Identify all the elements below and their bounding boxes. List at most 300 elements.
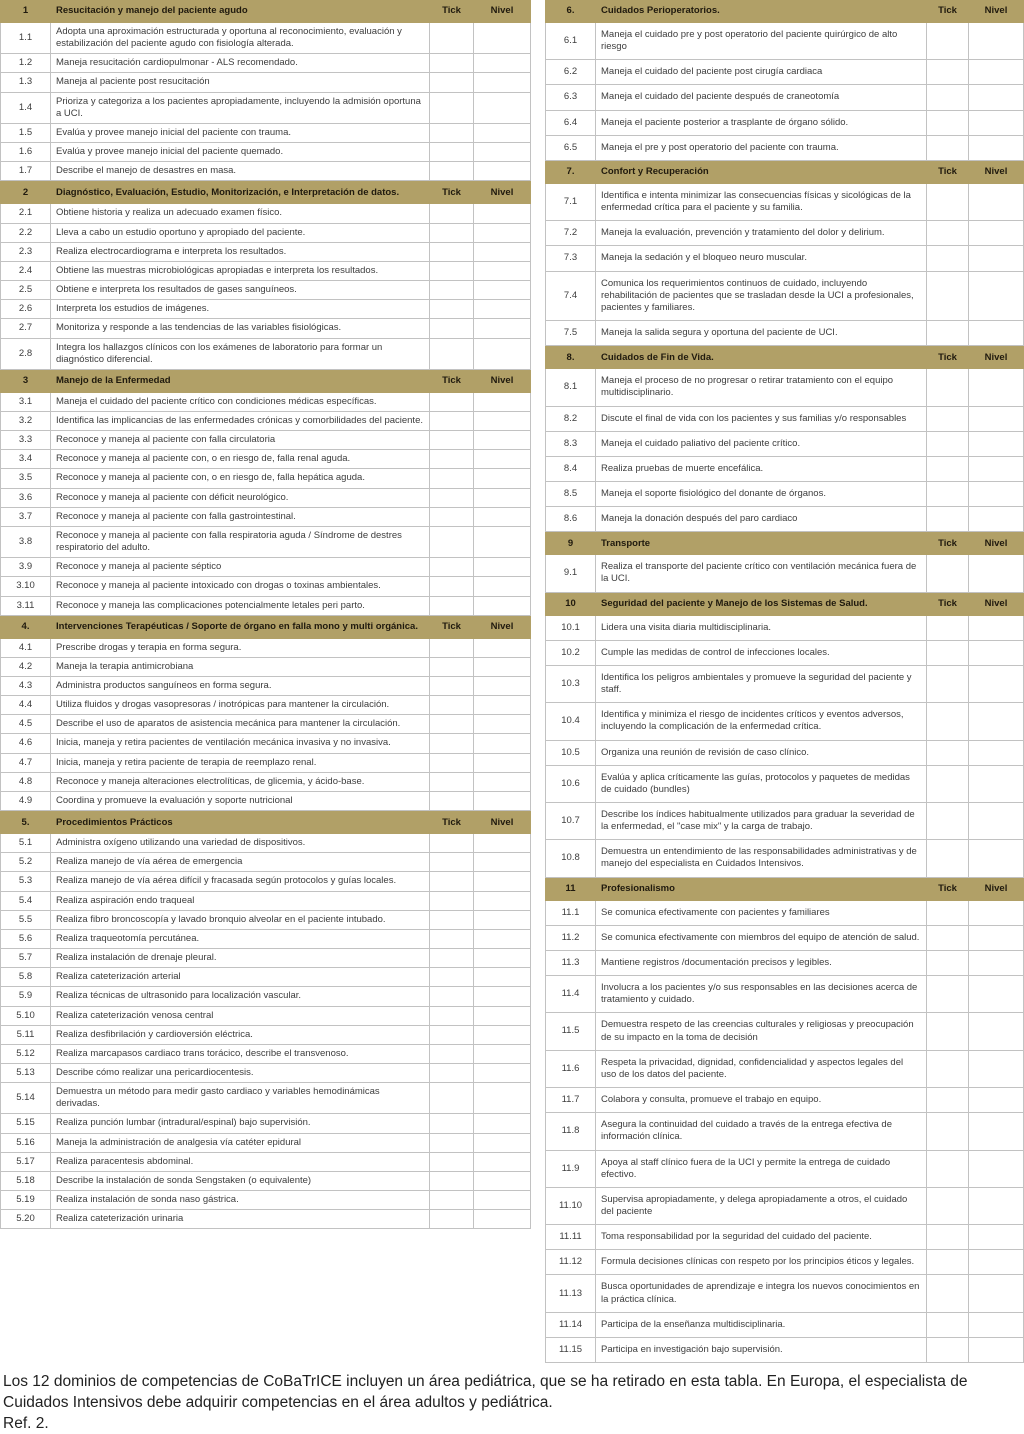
nivel-column-header: Nivel [969,161,1024,183]
item-number: 8.3 [546,431,596,456]
section-header-row [1,182,531,204]
item-text: Realiza traqueotomía percutánea. [51,929,430,948]
table-row-2-6 [1,300,531,319]
section-table-1 [0,0,531,181]
tick-cell [430,577,474,596]
tick-cell [430,696,474,715]
item-number: 2.3 [1,242,51,261]
tick-cell [927,1113,969,1150]
table-row-10-8 [546,840,1024,877]
item-text: Maneja la terapia antimicrobiana [51,657,430,676]
item-text: Inicia, maneja y retira paciente de terapia de reemplazo renal. [51,753,430,772]
item-text: Reconoce y maneja alteraciones electrolíticas, de glicemia, y ácido-base. [51,772,430,791]
item-number: 5.10 [1,1006,51,1025]
nivel-column-header: Nivel [969,347,1024,369]
table-row-5-18 [1,1171,531,1190]
item-number: 11.15 [546,1337,596,1362]
section-table-10 [545,593,1024,878]
table-row-5-6 [1,929,531,948]
tick-cell [927,481,969,506]
table-row-11-11 [546,1225,1024,1250]
table-row-11-9 [546,1150,1024,1187]
tick-cell [430,1114,474,1133]
tick-cell [927,271,969,320]
tick-cell [430,411,474,430]
nivel-cell [474,734,531,753]
tick-cell [430,1171,474,1190]
item-text: Evalúa y aplica críticamente las guías, protocolos y paquetes de medidas de cuidado (bundles) [596,765,927,802]
nivel-cell [969,1150,1024,1187]
nivel-cell [969,406,1024,431]
table-row-10-3 [546,665,1024,702]
item-text: Maneja el cuidado paliativo del paciente crítico. [596,431,927,456]
tick-cell [430,1152,474,1171]
table-row-8-3 [546,431,1024,456]
item-number: 4.8 [1,772,51,791]
item-text: Maneja la evaluación, prevención y tratamiento del dolor y delirium. [596,221,927,246]
tick-cell [430,162,474,181]
table-row-2-4 [1,261,531,280]
tick-cell [430,450,474,469]
nivel-cell [969,900,1024,925]
item-number: 4.3 [1,677,51,696]
table-row-3-1 [1,392,531,411]
item-number: 8.5 [546,481,596,506]
tick-cell [430,657,474,676]
tick-cell [927,1250,969,1275]
nivel-cell [969,183,1024,220]
right-column [545,0,1024,1363]
nivel-cell [474,300,531,319]
item-number: 11.10 [546,1187,596,1224]
table-row-4-6 [1,734,531,753]
table-row-11-7 [546,1088,1024,1113]
table-row-3-3 [1,431,531,450]
item-text: Busca oportunidades de aprendizaje e integra los nuevos conocimientos en la práctica clínica. [596,1275,927,1312]
table-row-8-2 [546,406,1024,431]
item-text: Maneja el paciente posterior a trasplante de órgano sólido. [596,110,927,135]
nivel-cell [474,872,531,891]
nivel-cell [474,677,531,696]
table-row-2-2 [1,223,531,242]
table-row-7-2 [546,221,1024,246]
table-row-11-15 [546,1337,1024,1362]
tick-cell [430,734,474,753]
nivel-cell [969,60,1024,85]
item-number: 11.6 [546,1050,596,1087]
nivel-cell [969,221,1024,246]
tick-cell [430,123,474,142]
item-number: 11.3 [546,950,596,975]
item-number: 5.8 [1,968,51,987]
tick-cell [430,54,474,73]
table-row-5-8 [1,968,531,987]
nivel-cell [474,657,531,676]
item-text: Toma responsabilidad por la seguridad del cuidado del paciente. [596,1225,927,1250]
tick-cell [927,803,969,840]
nivel-column-header: Nivel [474,616,531,638]
item-text: Integra los hallazgos clínicos con los exámenes de laboratorio para formar un diagnóstico diferencial. [51,338,430,369]
nivel-cell [969,321,1024,346]
tick-cell [430,677,474,696]
item-text: Realiza el transporte del paciente crítico con ventilación mecánica fuera de la UCI. [596,555,927,592]
tick-cell [430,392,474,411]
item-number: 6.3 [546,85,596,110]
tick-cell [430,223,474,242]
nivel-cell [969,950,1024,975]
item-text: Involucra a los pacientes y/o sus responsables en las decisiones acerca de tratamiento y cuidado. [596,976,927,1013]
tick-cell [927,900,969,925]
table-row-5-14 [1,1083,531,1114]
nivel-cell [474,73,531,92]
table-row-1-4 [1,92,531,123]
nivel-cell [969,271,1024,320]
item-number: 3.2 [1,411,51,430]
item-number: 10.8 [546,840,596,877]
table-row-3-8 [1,526,531,557]
item-number: 11.12 [546,1250,596,1275]
item-number: 11.9 [546,1150,596,1187]
item-number: 10.5 [546,740,596,765]
nivel-cell [474,469,531,488]
item-text: Describe los índices habitualmente utilizados para graduar la severidad de la enfermedad, el "case mix" y la carga de trabajo. [596,803,927,840]
tick-cell [430,949,474,968]
tick-cell [430,772,474,791]
item-number: 5.13 [1,1063,51,1082]
nivel-cell [474,1025,531,1044]
item-number: 1.6 [1,143,51,162]
item-number: 8.4 [546,456,596,481]
tick-cell [430,1063,474,1082]
nivel-cell [474,261,531,280]
item-text: Maneja la sedación y el bloqueo neuro muscular. [596,246,927,271]
tick-cell [927,221,969,246]
section-number: 9 [546,533,596,555]
item-number: 3.9 [1,558,51,577]
nivel-cell [969,1275,1024,1312]
table-row-4-8 [1,772,531,791]
nivel-cell [969,369,1024,406]
tick-cell [430,987,474,1006]
nivel-cell [969,1187,1024,1224]
item-number: 7.3 [546,246,596,271]
item-number: 10.3 [546,665,596,702]
item-number: 10.7 [546,803,596,840]
table-row-8-6 [546,507,1024,532]
nivel-cell [474,242,531,261]
table-row-4-1 [1,638,531,657]
tick-cell [430,558,474,577]
item-text: Demuestra respeto de las creencias culturales y religiosas y preocupación de su impacto en la toma de decisión [596,1013,927,1050]
item-text: Maneja la donación después del paro cardiaco [596,507,927,532]
nivel-cell [474,338,531,369]
table-row-11-2 [546,925,1024,950]
item-text: Realiza manejo de vía aérea difícil y fracasada según protocolos y guías locales. [51,872,430,891]
table-row-10-7 [546,803,1024,840]
table-row-10-2 [546,640,1024,665]
section-number: 10 [546,593,596,615]
item-text: Prioriza y categoriza a los pacientes apropiadamente, incluyendo la admisión oportuna a UCI. [51,92,430,123]
section-number: 8. [546,347,596,369]
section-table-11 [545,878,1024,1363]
item-number: 5.9 [1,987,51,1006]
nivel-cell [474,1063,531,1082]
item-text: Demuestra un método para medir gasto cardiaco y variables hemodinámicas derivadas. [51,1083,430,1114]
tick-cell [430,261,474,280]
item-number: 4.7 [1,753,51,772]
section-table-9 [545,532,1024,592]
tick-cell [927,406,969,431]
nivel-cell [474,54,531,73]
item-text: Realiza fibro broncoscopía y lavado bronquio alveolar en el paciente intubado. [51,910,430,929]
nivel-cell [969,110,1024,135]
nivel-cell [474,638,531,657]
item-number: 4.5 [1,715,51,734]
tick-cell [927,950,969,975]
nivel-cell [474,450,531,469]
tick-cell [927,1312,969,1337]
nivel-column-header: Nivel [969,533,1024,555]
item-text: Describe el manejo de desastres en masa. [51,162,430,181]
table-row-5-5 [1,910,531,929]
item-text: Lidera una visita diaria multidisciplinaria. [596,615,927,640]
table-row-11-13 [546,1275,1024,1312]
item-number: 1.3 [1,73,51,92]
item-number: 2.5 [1,281,51,300]
nivel-cell [474,987,531,1006]
item-number: 6.5 [546,135,596,160]
table-row-1-5 [1,123,531,142]
table-row-4-2 [1,657,531,676]
table-row-11-6 [546,1050,1024,1087]
left-column [0,0,531,1229]
item-text: Maneja el proceso de no progresar o retirar tratamiento con el equipo multidisciplinario. [596,369,927,406]
item-text: Identifica los peligros ambientales y promueve la seguridad del paciente y staff. [596,665,927,702]
nivel-cell [474,696,531,715]
nivel-cell [969,246,1024,271]
item-text: Supervisa apropiadamente, y delega apropiadamente a otros, el cuidado del paciente [596,1187,927,1224]
table-row-4-5 [1,715,531,734]
tick-cell [430,910,474,929]
nivel-cell [474,1006,531,1025]
table-row-11-10 [546,1187,1024,1224]
section-number: 4. [1,616,51,638]
nivel-cell [474,281,531,300]
item-text: Formula decisiones clínicas con respeto por los principios éticos y legales. [596,1250,927,1275]
item-number: 7.4 [546,271,596,320]
table-row-8-4 [546,456,1024,481]
table-row-8-5 [546,481,1024,506]
table-row-3-7 [1,507,531,526]
tick-cell [430,791,474,810]
tick-cell [927,23,969,60]
tick-cell [927,431,969,456]
section-header-row [1,812,531,834]
table-row-4-7 [1,753,531,772]
footnote-text: Los 12 dominios de competencias de CoBaTrICE incluyen un área pediátrica, que se ha retirado en esta tabla. En Europa, el especialista de Cuidados Intensivos debe adquirir competencias en el área adultos y pediátrica. [3,1373,968,1411]
item-number: 5.14 [1,1083,51,1114]
section-title: Manejo de la Enfermedad [51,370,430,392]
tick-cell [927,840,969,877]
table-row-5-12 [1,1044,531,1063]
item-text: Administra oxígeno utilizando una variedad de dispositivos. [51,834,430,853]
item-number: 5.17 [1,1152,51,1171]
nivel-cell [474,204,531,223]
table-row-1-6 [1,143,531,162]
item-text: Describe el uso de aparatos de asistencia mecánica para mantener la circulación. [51,715,430,734]
tick-cell [927,703,969,740]
table-row-5-1 [1,834,531,853]
item-number: 1.4 [1,92,51,123]
footnote-ref: Ref. 2. [3,1414,49,1432]
table-row-5-16 [1,1133,531,1152]
item-number: 5.12 [1,1044,51,1063]
table-row-4-9 [1,791,531,810]
item-number: 6.4 [546,110,596,135]
tick-cell [927,183,969,220]
item-number: 11.7 [546,1088,596,1113]
item-number: 1.5 [1,123,51,142]
item-text: Coordina y promueve la evaluación y soporte nutricional [51,791,430,810]
item-text: Reconoce y maneja al paciente con falla circulatoria [51,431,430,450]
item-text: Obtiene e interpreta los resultados de gases sanguíneos. [51,281,430,300]
item-number: 11.8 [546,1113,596,1150]
nivel-cell [474,223,531,242]
table-row-7-4 [546,271,1024,320]
item-text: Respeta la privacidad, dignidad, confidencialidad y aspectos legales del uso de los datos del paciente. [596,1050,927,1087]
item-number: 2.4 [1,261,51,280]
nivel-cell [474,507,531,526]
table-row-11-4 [546,976,1024,1013]
item-text: Realiza electrocardiograma e interpreta los resultados. [51,242,430,261]
section-title: Transporte [596,533,927,555]
table-row-2-3 [1,242,531,261]
item-number: 11.14 [546,1312,596,1337]
table-row-5-10 [1,1006,531,1025]
item-number: 4.9 [1,791,51,810]
item-text: Inicia, maneja y retira pacientes de ventilación mecánica invasiva y no invasiva. [51,734,430,753]
nivel-cell [969,85,1024,110]
section-title: Resucitación y manejo del paciente agudo [51,1,430,23]
table-row-3-9 [1,558,531,577]
tick-cell [927,1150,969,1187]
tick-cell [430,1083,474,1114]
table-row-3-10 [1,577,531,596]
nivel-cell [474,949,531,968]
nivel-cell [474,891,531,910]
section-header-row [546,161,1024,183]
nivel-cell [474,526,531,557]
tick-column-header: Tick [927,347,969,369]
item-number: 3.11 [1,596,51,615]
table-row-1-3 [1,73,531,92]
tick-cell [430,753,474,772]
item-text: Evalúa y provee manejo inicial del paciente quemado. [51,143,430,162]
tick-cell [927,1013,969,1050]
item-text: Administra productos sanguíneos en forma segura. [51,677,430,696]
table-row-3-4 [1,450,531,469]
nivel-cell [969,976,1024,1013]
nivel-cell [969,555,1024,592]
tick-column-header: Tick [430,812,474,834]
table-row-11-8 [546,1113,1024,1150]
item-number: 4.4 [1,696,51,715]
nivel-cell [969,135,1024,160]
nivel-cell [474,577,531,596]
nivel-cell [474,23,531,54]
item-number: 4.2 [1,657,51,676]
section-number: 5. [1,812,51,834]
item-text: Realiza cateterización venosa central [51,1006,430,1025]
section-number: 11 [546,878,596,900]
nivel-cell [474,853,531,872]
item-text: Realiza cateterización urinaria [51,1210,430,1229]
table-row-7-3 [546,246,1024,271]
tick-cell [430,300,474,319]
item-text: Se comunica efectivamente con miembros del equipo de atención de salud. [596,925,927,950]
tick-cell [430,1006,474,1025]
tick-cell [927,1050,969,1087]
item-number: 3.8 [1,526,51,557]
item-text: Comunica los requerimientos continuos de cuidado, incluyendo rehabilitación de pacientes que se trasladan desde la UCI a profesionales, pacientes y familiares. [596,271,927,320]
tick-cell [927,615,969,640]
item-text: Reconoce y maneja las complicaciones potencialmente letales peri parto. [51,596,430,615]
item-text: Reconoce y maneja al paciente intoxicado con drogas o toxinas ambientales. [51,577,430,596]
table-row-3-6 [1,488,531,507]
nivel-cell [474,319,531,338]
item-number: 11.13 [546,1275,596,1312]
section-number: 2 [1,182,51,204]
tick-column-header: Tick [927,878,969,900]
tick-cell [430,526,474,557]
tick-cell [430,1044,474,1063]
item-number: 8.2 [546,406,596,431]
section-header-row [546,593,1024,615]
item-number: 10.6 [546,765,596,802]
nivel-cell [969,640,1024,665]
item-text: Reconoce y maneja al paciente con, o en riesgo de, falla renal aguda. [51,450,430,469]
tick-cell [927,1225,969,1250]
table-row-10-4 [546,703,1024,740]
item-number: 5.19 [1,1191,51,1210]
item-number: 5.4 [1,891,51,910]
item-text: Realiza pruebas de muerte encefálica. [596,456,927,481]
table-row-3-5 [1,469,531,488]
nivel-cell [474,753,531,772]
table-row-3-11 [1,596,531,615]
item-number: 3.3 [1,431,51,450]
nivel-column-header: Nivel [474,182,531,204]
item-number: 2.6 [1,300,51,319]
footnote [0,1372,1024,1434]
item-number: 2.7 [1,319,51,338]
tick-cell [927,976,969,1013]
item-number: 5.2 [1,853,51,872]
item-text: Organiza una reunión de revisión de caso clínico. [596,740,927,765]
nivel-cell [969,615,1024,640]
tick-cell [430,929,474,948]
item-text: Maneja el cuidado del paciente después de craneotomía [596,85,927,110]
tick-cell [927,1337,969,1362]
nivel-cell [474,92,531,123]
table-row-7-5 [546,321,1024,346]
section-title: Seguridad del paciente y Manejo de los Sistemas de Salud. [596,593,927,615]
table-row-5-11 [1,1025,531,1044]
tick-cell [430,891,474,910]
item-text: Realiza técnicas de ultrasonido para localización vascular. [51,987,430,1006]
section-title: Cuidados de Fin de Vida. [596,347,927,369]
section-header-row [1,616,531,638]
